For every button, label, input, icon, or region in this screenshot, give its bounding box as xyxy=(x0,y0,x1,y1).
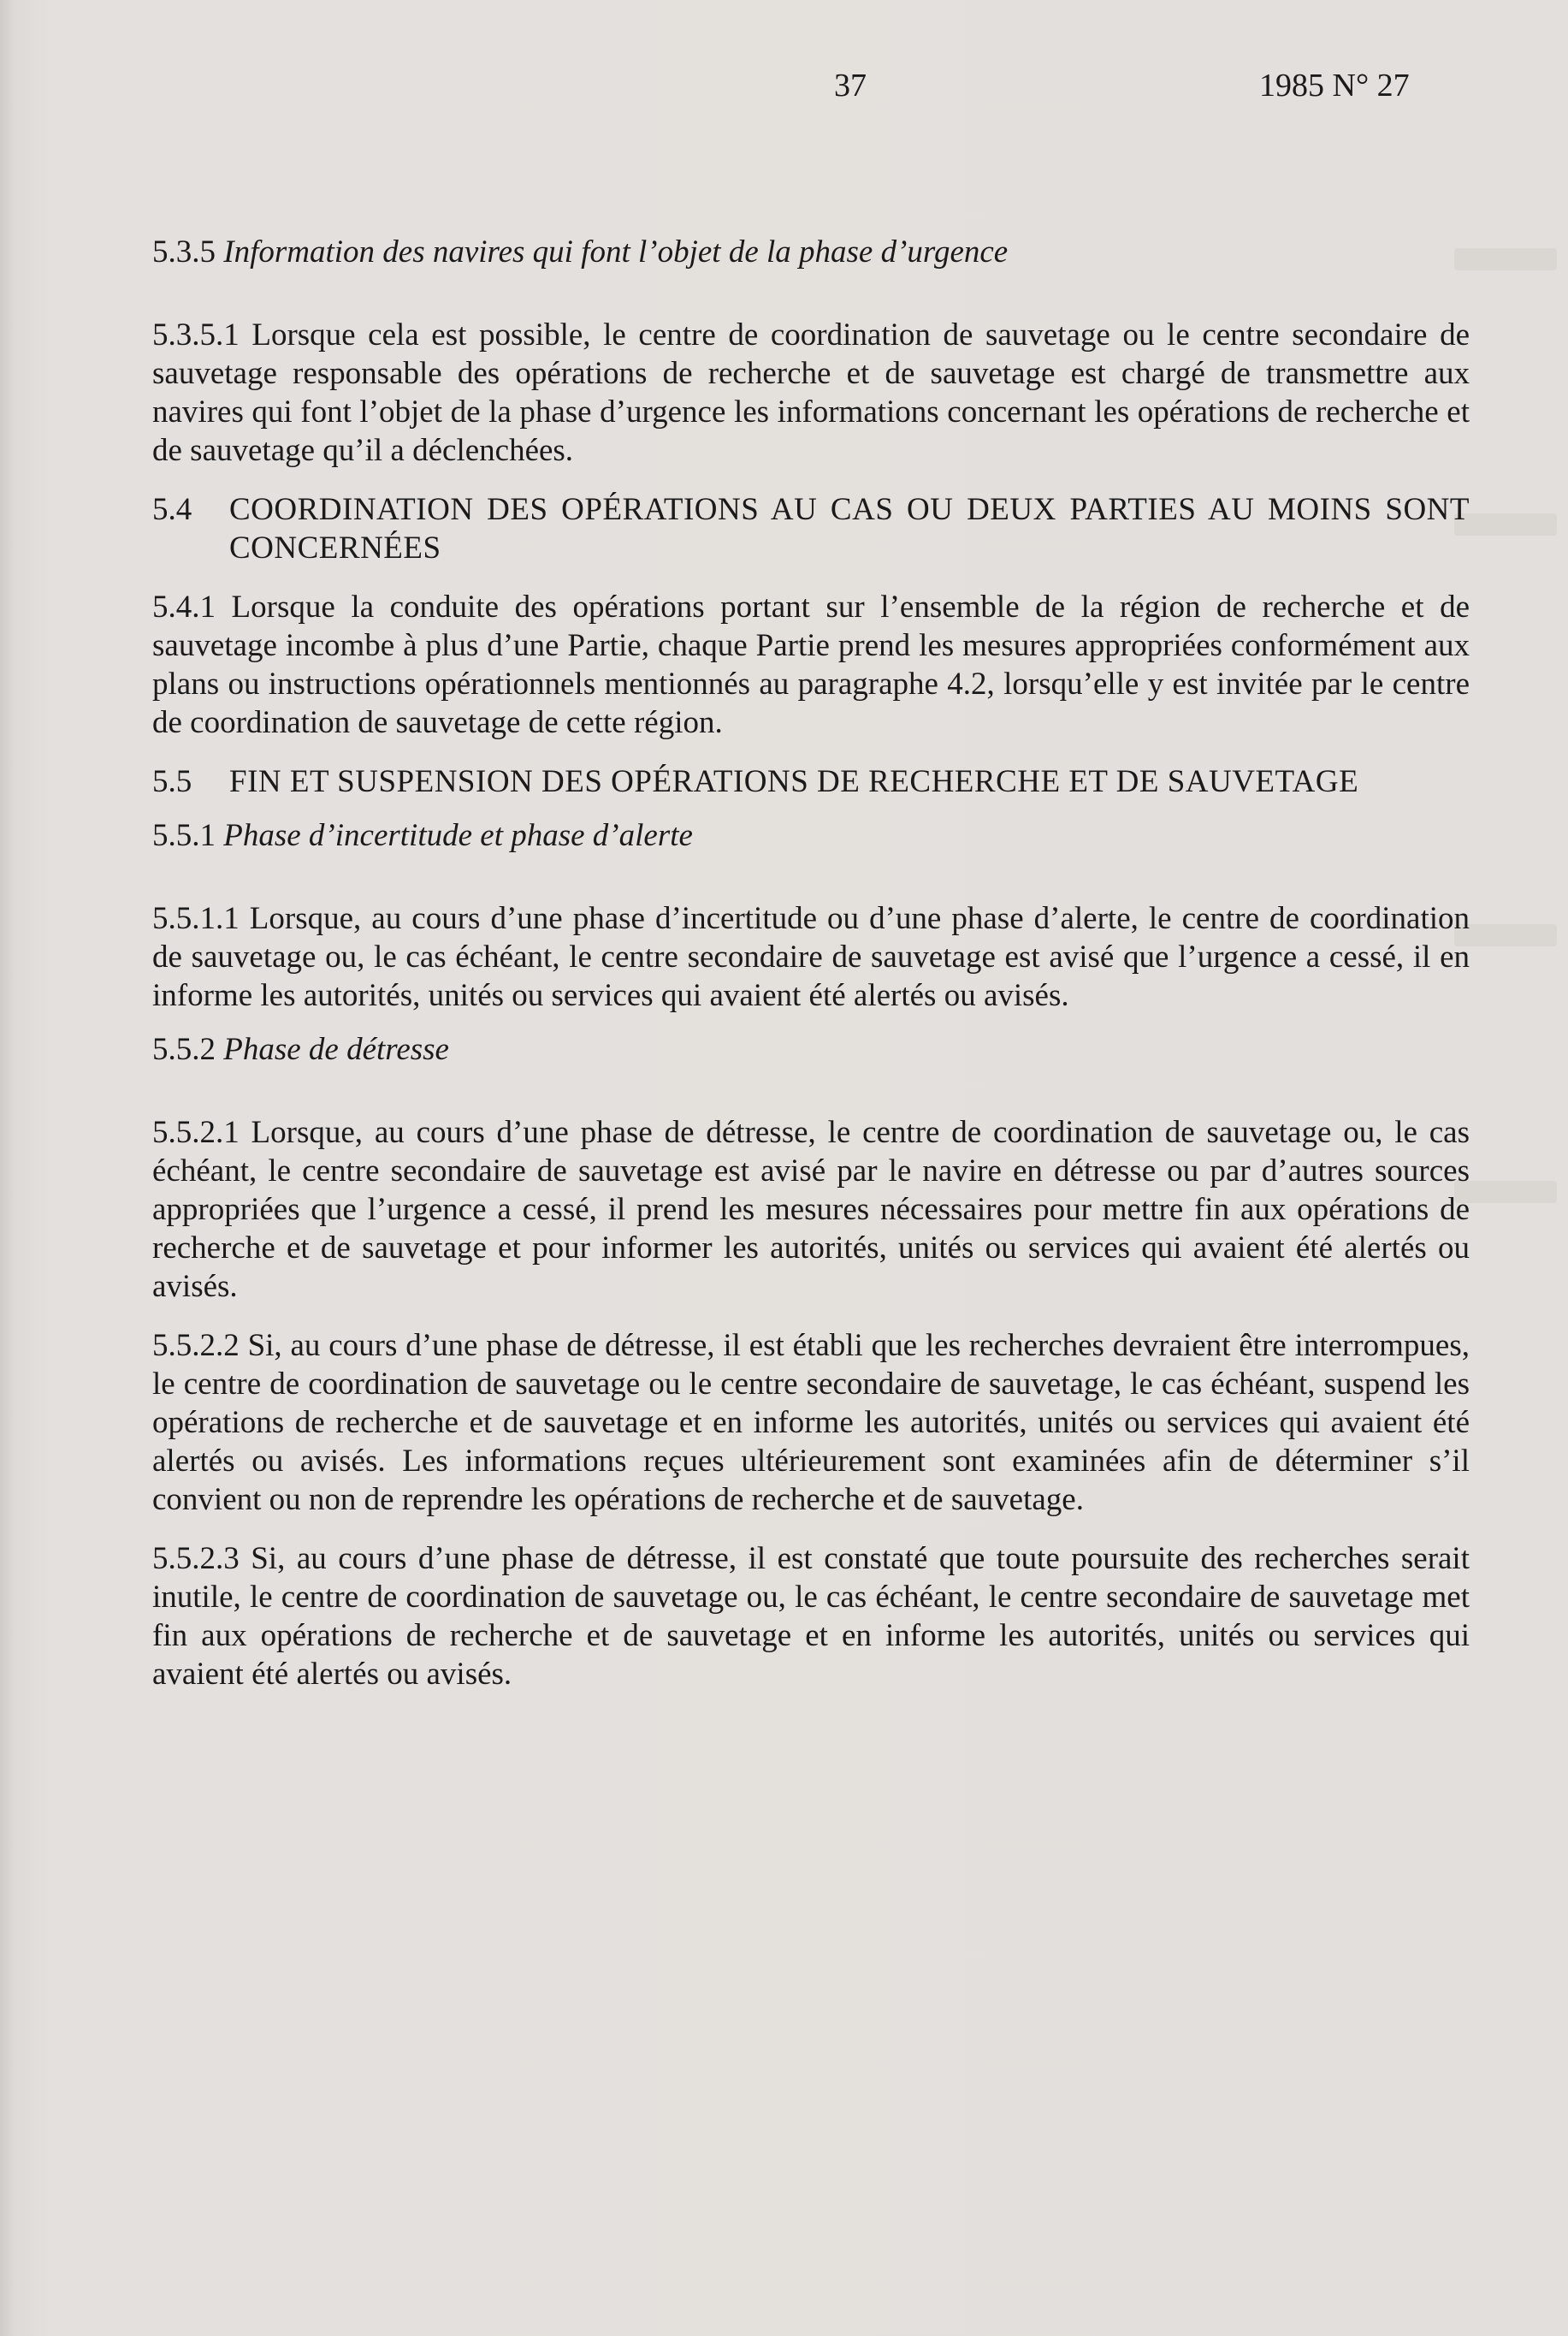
paragraph-5-5-1-1: 5.5.1.1 Lorsque, au cours d’une phase d’incertitude ou d’une phase d’alerte, le centre de coordination de sauvetage ou, le cas échéant, le centre secondaire de sauvetage est avisé que l’urgence a cessé, il en informe les autorités, unités ou services qui avaient été alertés ou avisés. xyxy=(152,901,1470,1013)
heading-number: 5.4 xyxy=(152,492,192,527)
heading-5-5-2 xyxy=(152,1030,1470,1069)
heading-title: FIN ET SUSPENSION DES OPÉRATIONS DE RECHERCHE ET DE SAUVETAGE xyxy=(229,764,1359,799)
page-header xyxy=(0,67,1568,110)
heading-5-4 xyxy=(152,490,1470,567)
heading-title: Phase d’incertitude et phase d’alerte xyxy=(223,818,693,853)
page-number: 37 xyxy=(834,68,867,104)
heading-title: COORDINATION DES OPÉRATIONS AU CAS OU DEUX PARTIES AU MOINS SONT CONCERNÉES xyxy=(229,492,1470,566)
paragraph-5-5-2-2: 5.5.2.2 Si, au cours d’une phase de détresse, il est établi que les recherches devraient être interrompues, le centre de coordination de sauvetage ou le centre secondaire de sauvetage, le cas échéant, suspend les opérations de recherche et de sauvetage et en informe les autorités, unités ou services qui avaient été alertés ou avisés. Les informations reçues ultérieurement sont examinées afin de déterminer s’il convient ou non de reprendre les opérations de recherche et de sauvetage. xyxy=(152,1328,1470,1517)
heading-title: Information des navires qui font l’objet de la phase d’urgence xyxy=(223,234,1009,270)
heading-number: 5.5.1 xyxy=(152,818,216,853)
heading-number: 5.5 xyxy=(152,764,192,799)
paragraph-5-4-1: 5.4.1 Lorsque la conduite des opérations portant sur l’ensemble de la région de recherche et de sauvetage incombe à plus d’une Partie, chaque Partie prend les mesures appropriées conformément aux plans ou instructions opérationnels mentionnés au paragraphe 4.2, lorsqu’elle y est invitée par le centre de coordination de sauvetage de cette région. xyxy=(152,590,1470,740)
heading-title: Phase de détresse xyxy=(223,1032,449,1067)
heading-5-5 xyxy=(152,762,1470,801)
paragraph-5-5-2-1: 5.5.2.1 Lorsque, au cours d’une phase de détresse, le centre de coordination de sauvetage ou, le cas échéant, le centre secondaire de sauvetage est avisé par le navire en détresse ou par d’autres sources appropriées que l’urgence a cessé, il prend les mesures nécessaires pour mettre fin aux opérations de recherche et de sauvetage et pour informer les autorités, unités ou services qui avaient été alertés ou avisés. xyxy=(152,1115,1470,1304)
heading-5-3-5 xyxy=(152,233,1470,271)
heading-5-5-1 xyxy=(152,816,1470,855)
heading-number: 5.3.5 xyxy=(152,234,216,270)
issue-number: 1985 N° 27 xyxy=(1259,68,1410,104)
heading-number: 5.5.2 xyxy=(152,1032,216,1067)
paragraph-5-3-5-1: 5.3.5.1 Lorsque cela est possible, le centre de coordination de sauvetage ou le centre secondaire de sauvetage responsable des opérations de recherche et de sauvetage est chargé de transmettre aux navires qui font l’objet de la phase d’urgence les informations concernant les opérations de recherche et de sauvetage qu’il a déclenchées. xyxy=(152,317,1470,468)
paragraph-5-5-2-3: 5.5.2.3 Si, au cours d’une phase de détresse, il est constaté que toute poursuite des recherches serait inutile, le centre de coordination de sauvetage ou, le cas échéant, le centre secondaire de sauvetage met fin aux opérations de recherche et de sauvetage et en informe les autorités, unités ou services qui avaient été alertés ou avisés. xyxy=(152,1541,1470,1692)
document-body xyxy=(152,233,1470,1693)
